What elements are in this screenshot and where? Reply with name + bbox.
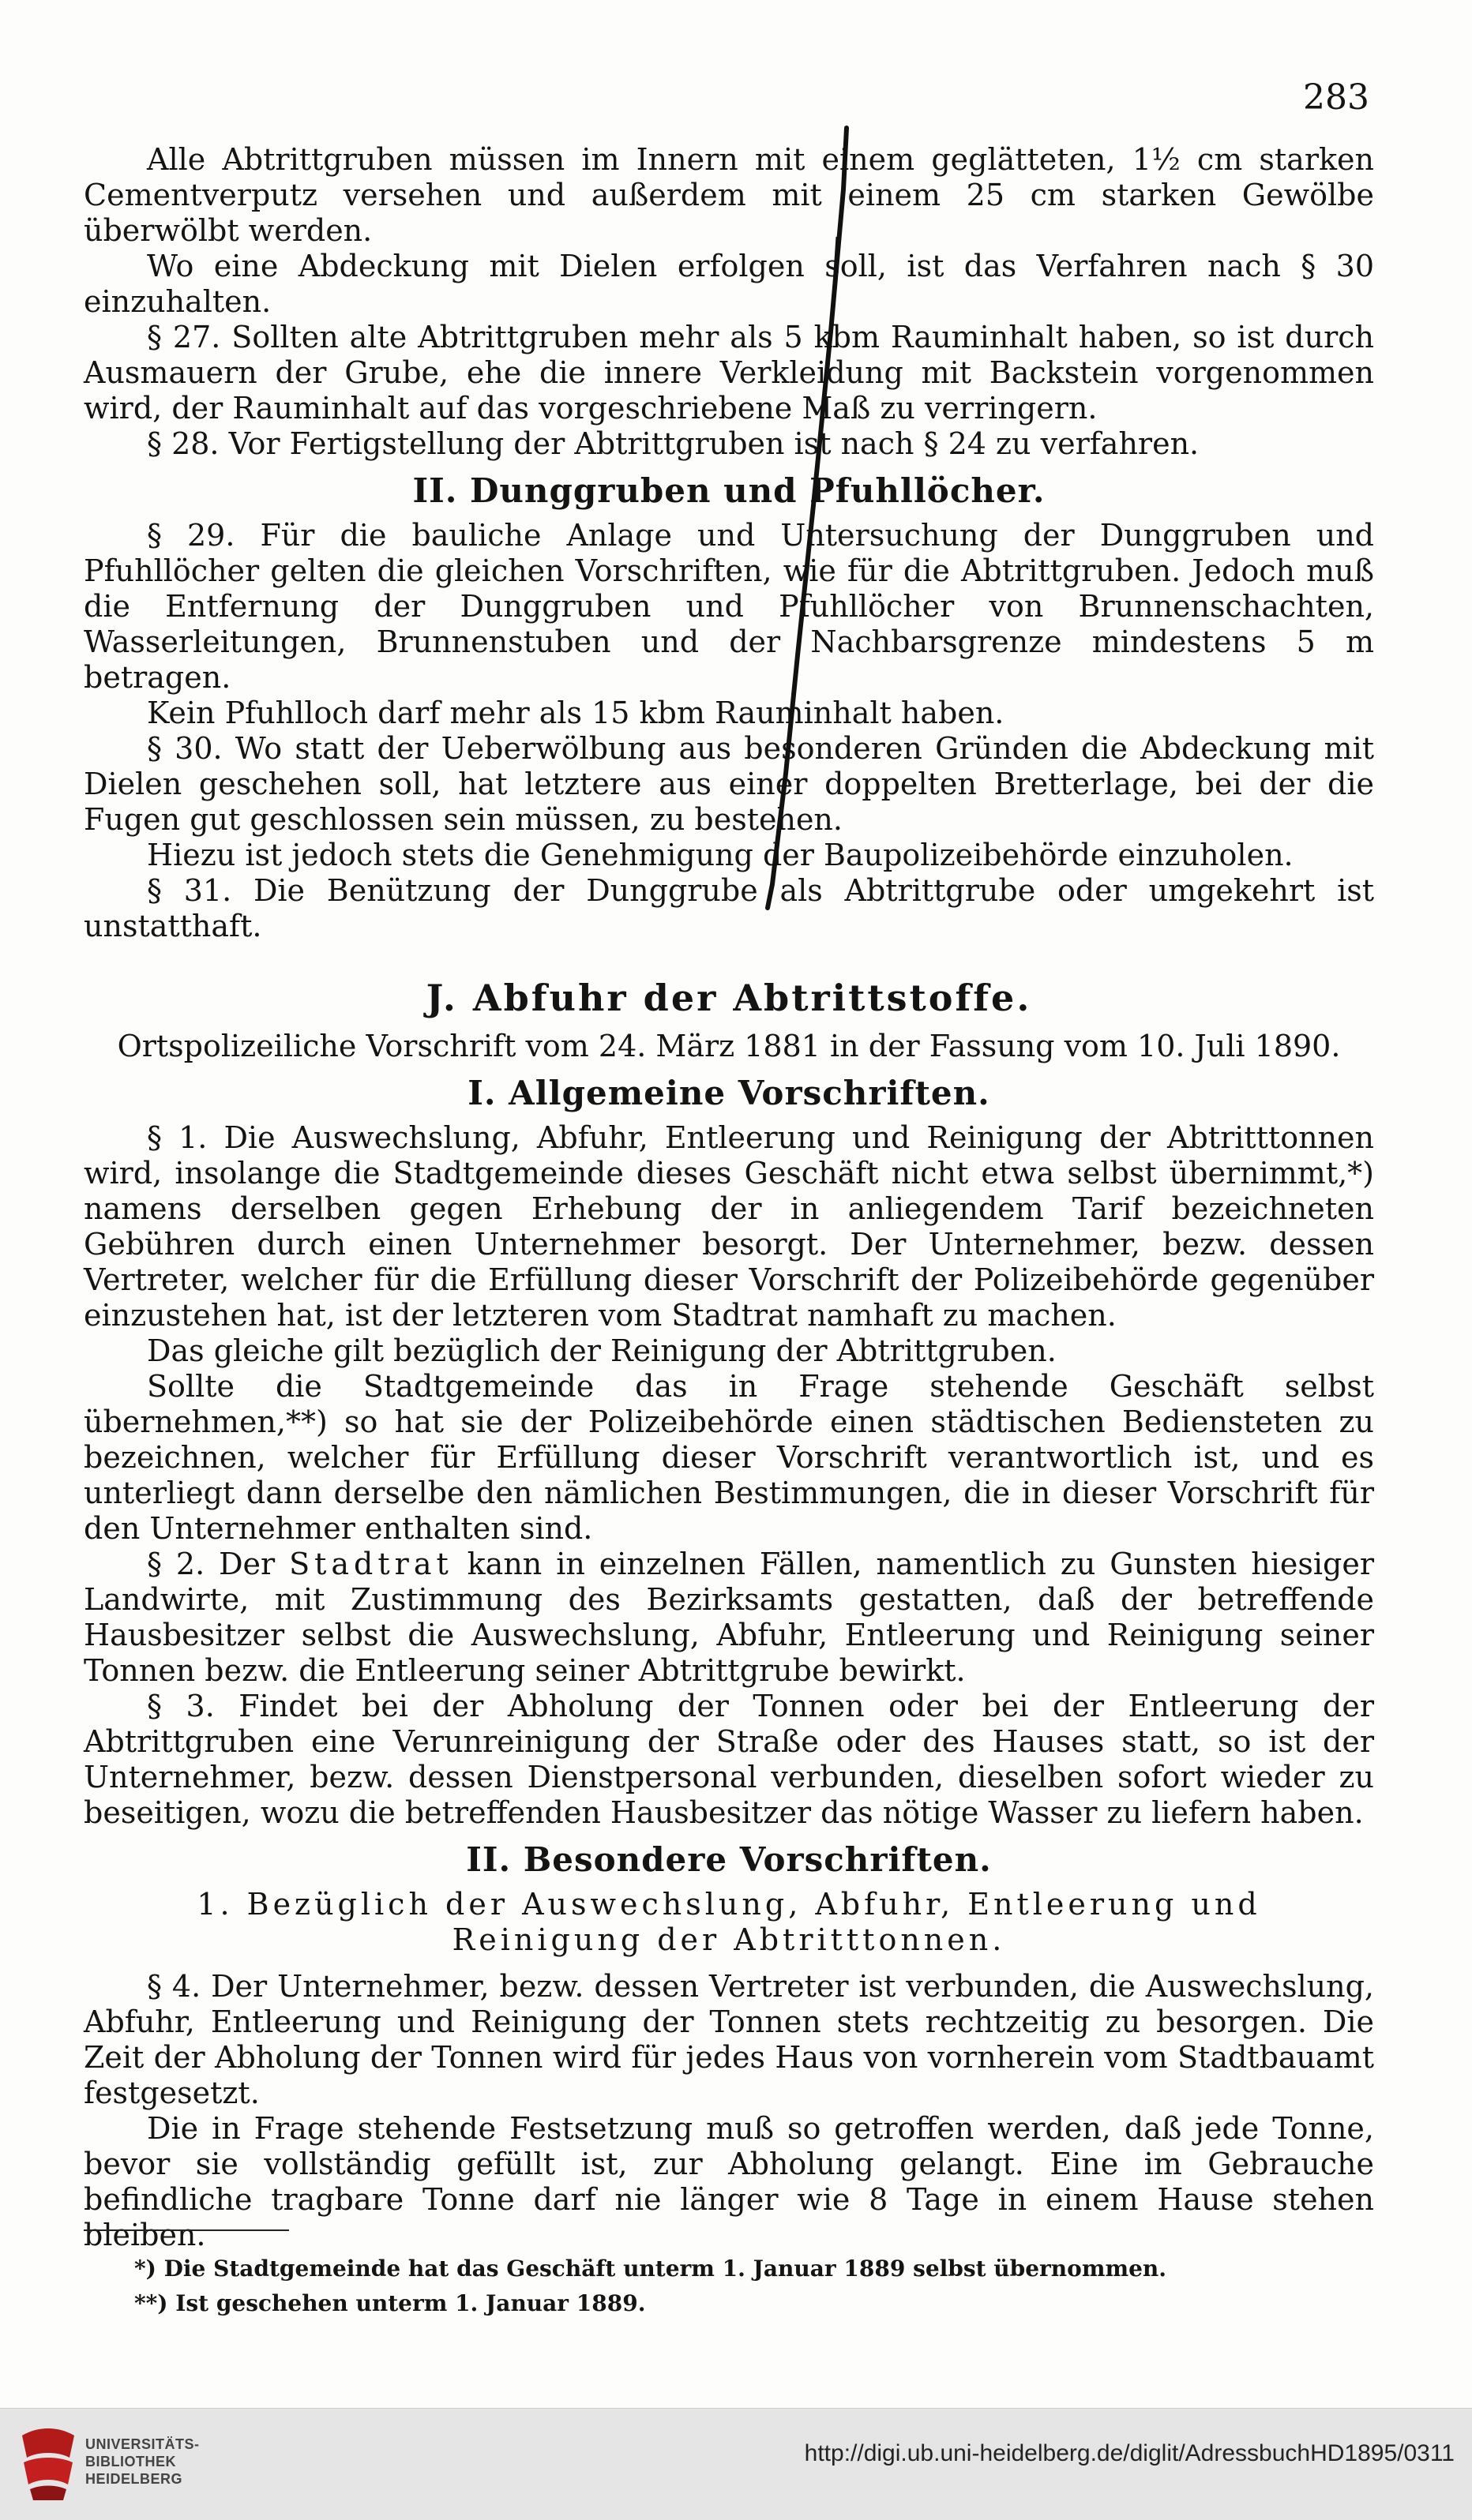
paragraph-section-2 bbox=[84, 1547, 1374, 1689]
library-name bbox=[85, 2436, 200, 2488]
subheading-line-1: 1. Bezüglich der Auswechslung, Abfuhr, Entleerung und bbox=[197, 1887, 1261, 1922]
library-line: BIBLIOTHEK bbox=[85, 2454, 176, 2469]
footnote-2: **) Ist geschehen unterm 1. Januar 1889. bbox=[134, 2290, 646, 2316]
library-line: UNIVERSITÄTS- bbox=[85, 2436, 200, 2452]
paragraph: Wo eine Abdeckung mit Dielen erfolgen soll, ist das Verfahren nach § 30 einzuhalten. bbox=[84, 249, 1374, 319]
paragraph: Die in Frage stehende Festsetzung muß so getroffen werden, daß jede Tonne, bevor sie vollständig gefüllt ist, zur Abholung gelangt. Eine im Gebrauche befindliche tragbare Tonne darf nie länger wie 8 Tage in einem Hause stehen bleiben. bbox=[84, 2111, 1374, 2252]
library-line: HEIDELBERG bbox=[85, 2471, 183, 2487]
paragraph-section-30: § 30. Wo statt der Ueberwölbung aus besonderen Gründen die Abdeckung mit Dielen geschehen soll, hat letztere aus einer doppelten Bretterlage, bei der die Fugen gut geschlossen sein müssen, zu bestehen. bbox=[84, 731, 1374, 837]
heading-besondere-vorschriften: II. Besondere Vorschriften. bbox=[466, 1840, 992, 1879]
paragraph: Das gleiche gilt bezüglich der Reinigung der Abtrittgruben. bbox=[147, 1333, 1057, 1368]
paragraph-section-3: § 3. Findet bei der Abholung der Tonnen oder bei der Entleerung der Abtrittgruben eine Verunreinigung der Straße oder des Hauses statt, so ist der Unternehmer, bezw. dessen Dienstpersonal verbunden, dieselben sofort wieder zu beseitigen, wozu die betreffenden Hausbesitzer das nötige Wasser zu liefern haben. bbox=[84, 1689, 1374, 1830]
paragraph: Kein Pfuhlloch darf mehr als 15 kbm Rauminhalt haben. bbox=[147, 696, 1004, 730]
ordinance-line: Ortspolizeiliche Vorschrift vom 24. März 1881 in der Fassung vom 10. Juli 1890. bbox=[117, 1029, 1341, 1063]
heading-allgemeine-vorschriften: I. Allgemeine Vorschriften. bbox=[468, 1074, 990, 1112]
subheading-line-2: Reinigung der Abtritttonnen. bbox=[452, 1922, 1006, 1957]
section-j-text bbox=[84, 962, 1374, 2253]
paragraph-section-4: § 4. Der Unternehmer, bezw. dessen Vertreter ist verbunden, die Auswechslung, Abfuhr, Entleerung und Reinigung der Tonnen stets rechtzeitig zu besorgen. Die Zeit der Abholung der Tonnen wird für jedes Haus von vornherein vom Stadtbauamt festgesetzt. bbox=[84, 1969, 1374, 2110]
heading-dunggruben: II. Dunggruben und Pfuhllöcher. bbox=[412, 471, 1046, 510]
section-h-text bbox=[84, 142, 1374, 944]
section-j-title: J. Abfuhr der Abtrittstoffe. bbox=[426, 977, 1032, 1019]
paragraph: Hiezu ist jedoch stets die Genehmigung der Baupolizeibehörde einzuholen. bbox=[147, 838, 1294, 872]
footnote-1: *) Die Stadtgemeinde hat das Geschäft unterm 1. Januar 1889 selbst übernommen. bbox=[134, 2256, 1167, 2282]
page-number: 283 bbox=[1303, 77, 1369, 118]
paragraph: Alle Abtrittgruben müssen im Innern mit einem geglätteten, 1½ cm starken Cementverputz versehen und außerdem mit einem 25 cm starken Gewölbe überwölbt werden. bbox=[84, 142, 1374, 248]
paragraph-section-1: § 1. Die Auswechslung, Abfuhr, Entleerung und Reinigung der Abtritttonnen wird, insolange die Stadtgemeinde dieses Geschäft nicht etwa selbst übernimmt,*) namens derselben gegen Erhebung der in anliegendem Tarif bezeichneten Gebühren durch einen Unternehmer besorgt. Der Unternehmer, bezw. dessen Vertreter, welcher für die Erfüllung dieser Vorschrift der Polizeibehörde gegenüber einzustehen hat, ist der letzteren vom Stadtrat namhaft zu machen. bbox=[84, 1120, 1374, 1333]
paragraph-section-29: § 29. Für die bauliche Anlage und Untersuchung der Dunggruben und Pfuhllöcher gelten die gleichen Vorschriften, wie für die Abtrittgruben. Jedoch muß die Entfernung der Dunggruben und Pfuhllöcher von Brunnenschachten, Wasserleitungen, Brunnenstuben und der Nachbarsgrenze mindestens 5 m betragen. bbox=[84, 518, 1374, 695]
spaced-word: Stadtrat bbox=[289, 1547, 453, 1581]
source-url-link[interactable]: http://digi.ub.uni-heidelberg.de/diglit/AdressbuchHD1895/0311 bbox=[804, 2440, 1455, 2466]
text-run: § 2. Der bbox=[147, 1547, 290, 1581]
paragraph-section-31: § 31. Die Benützung der Dunggrube als Abtrittgrube oder umgekehrt ist unstatthaft. bbox=[84, 873, 1374, 943]
viewer-footer bbox=[0, 2408, 1472, 2520]
heidelberg-library-logo-icon bbox=[14, 2426, 82, 2502]
subheading bbox=[84, 1887, 1374, 1958]
footnotes bbox=[134, 2252, 1166, 2321]
footnote-rule bbox=[84, 2229, 289, 2231]
text-run: kann in einzelnen Fällen, namentlich zu Gunsten hiesiger Landwirte, mit Zustimmung des Bezirksamts gestatten, daß der betreffende Hausbesitzer selbst die Auswechslung, Abfuhr, Entleerung und Reinigung seiner Tonnen bezw. die Entleerung seiner Abtrittgrube bewirkt. bbox=[84, 1547, 1374, 1688]
paragraph: Sollte die Stadtgemeinde das in Frage stehende Geschäft selbst übernehmen,**) so hat sie der Polizeibehörde einen städtischen Bediensteten zu bezeichnen, welcher für Erfüllung dieser Vorschrift verantwortlich ist, und es unterliegt dann derselbe den nämlichen Bestimmungen, die in dieser Vorschrift für den Unternehmer enthalten sind. bbox=[84, 1369, 1374, 1546]
paragraph-section-27: § 27. Sollten alte Abtrittgruben mehr als 5 kbm Rauminhalt haben, so ist durch Ausmauern der Grube, ehe die innere Verkleidung mit Backstein vorgenommen wird, der Rauminhalt auf das vorgeschriebene Maß zu verringern. bbox=[84, 320, 1374, 426]
paragraph-section-28: § 28. Vor Fertigstellung der Abtrittgruben ist nach § 24 zu verfahren. bbox=[147, 426, 1200, 461]
